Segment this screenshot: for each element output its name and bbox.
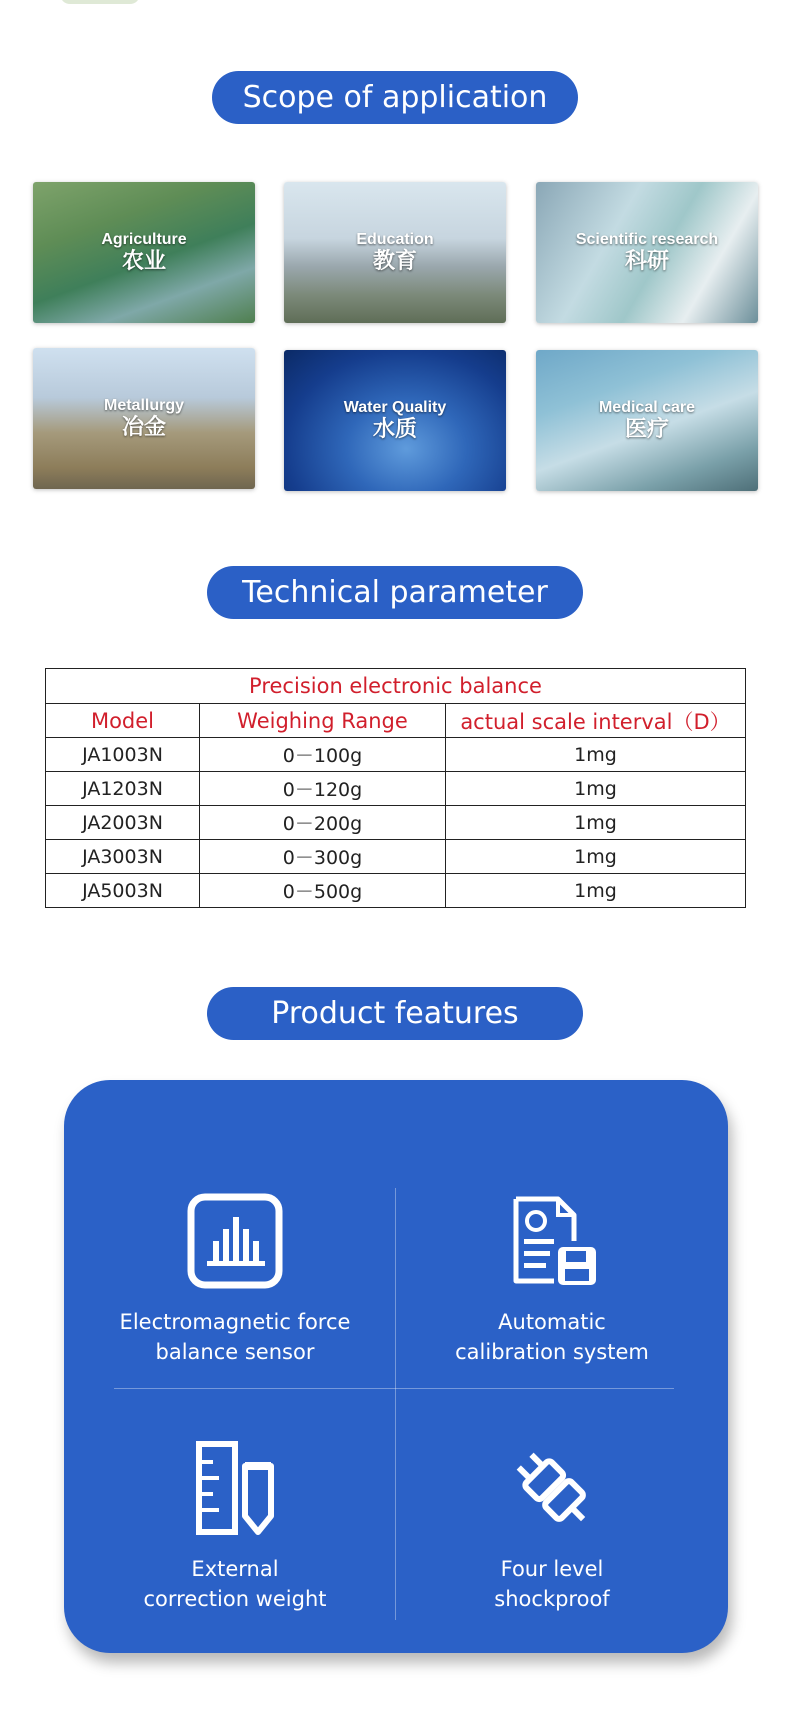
section-title-features: Product features bbox=[207, 987, 583, 1040]
cell-interval: 1mg bbox=[446, 772, 746, 806]
table-title-row bbox=[46, 669, 746, 704]
cell-range: 0－100g bbox=[200, 738, 446, 772]
application-label-zh: 科研 bbox=[624, 248, 669, 274]
feature-label-line2: shockproof bbox=[494, 1587, 610, 1611]
application-tile-metallurgy bbox=[33, 348, 255, 489]
divider-vertical bbox=[395, 1188, 396, 1620]
ruler-pencil-icon bbox=[187, 1440, 283, 1536]
parameter-table bbox=[45, 668, 746, 908]
features-card bbox=[64, 1080, 728, 1653]
plug-icon bbox=[504, 1440, 600, 1536]
feature-label-line2: correction weight bbox=[143, 1587, 327, 1611]
bar-chart-icon bbox=[187, 1193, 283, 1289]
decorative-arc bbox=[60, 0, 140, 4]
cell-model: JA2003N bbox=[46, 806, 200, 840]
application-label-en: Medical care bbox=[598, 398, 696, 416]
table-row bbox=[46, 806, 746, 840]
application-label-zh: 农业 bbox=[121, 248, 166, 274]
application-label-en: Metallurgy bbox=[103, 396, 184, 414]
application-tile-scientific-research bbox=[536, 182, 758, 323]
feature-label-line1: Automatic bbox=[498, 1310, 606, 1334]
divider-horizontal bbox=[114, 1388, 674, 1389]
cell-model: JA5003N bbox=[46, 874, 200, 908]
cell-range: 0－200g bbox=[200, 806, 446, 840]
section-title-scope: Scope of application bbox=[212, 71, 578, 124]
column-header-range: Weighing Range bbox=[200, 704, 446, 738]
application-grid bbox=[33, 182, 759, 492]
cell-interval: 1mg bbox=[446, 874, 746, 908]
application-label-en: Education bbox=[356, 230, 434, 248]
cell-interval: 1mg bbox=[446, 806, 746, 840]
application-tile-agriculture bbox=[33, 182, 255, 323]
column-header-model: Model bbox=[46, 704, 200, 738]
application-label-zh: 水质 bbox=[372, 416, 417, 442]
feature-label-line2: calibration system bbox=[455, 1340, 649, 1364]
cell-interval: 1mg bbox=[446, 840, 746, 874]
cell-range: 0－500g bbox=[200, 874, 446, 908]
cell-model: JA1003N bbox=[46, 738, 200, 772]
application-label-en: Agriculture bbox=[101, 230, 187, 248]
application-label-en: Water Quality bbox=[343, 398, 447, 416]
cell-range: 0－300g bbox=[200, 840, 446, 874]
table-row bbox=[46, 874, 746, 908]
application-label-zh: 教育 bbox=[372, 248, 417, 274]
column-header-interval: actual scale interval（D） bbox=[446, 704, 746, 738]
application-label-en: Scientific research bbox=[575, 230, 719, 248]
cell-model: JA3003N bbox=[46, 840, 200, 874]
application-tile-medical-care bbox=[536, 350, 758, 491]
feature-electromagnetic-sensor bbox=[85, 1193, 385, 1367]
application-tile-education bbox=[284, 182, 506, 323]
application-tile-water-quality bbox=[284, 350, 506, 491]
feature-label-line2: balance sensor bbox=[155, 1340, 315, 1364]
feature-label-line1: External bbox=[191, 1557, 279, 1581]
section-title-technical: Technical parameter bbox=[207, 566, 583, 619]
feature-label-line1: Electromagnetic force bbox=[119, 1310, 351, 1334]
table-row bbox=[46, 772, 746, 806]
cell-interval: 1mg bbox=[446, 738, 746, 772]
table-row bbox=[46, 840, 746, 874]
application-label-zh: 医疗 bbox=[624, 416, 669, 442]
feature-shockproof bbox=[402, 1440, 702, 1614]
table-row bbox=[46, 738, 746, 772]
feature-external-weight bbox=[85, 1440, 385, 1614]
cell-model: JA1203N bbox=[46, 772, 200, 806]
table-header-row bbox=[46, 704, 746, 738]
feature-auto-calibration bbox=[402, 1193, 702, 1367]
document-save-icon bbox=[504, 1193, 600, 1289]
cell-range: 0－120g bbox=[200, 772, 446, 806]
application-label-zh: 冶金 bbox=[121, 414, 166, 440]
table-title: Precision electronic balance bbox=[46, 669, 746, 704]
feature-label-line1: Four level bbox=[500, 1557, 604, 1581]
